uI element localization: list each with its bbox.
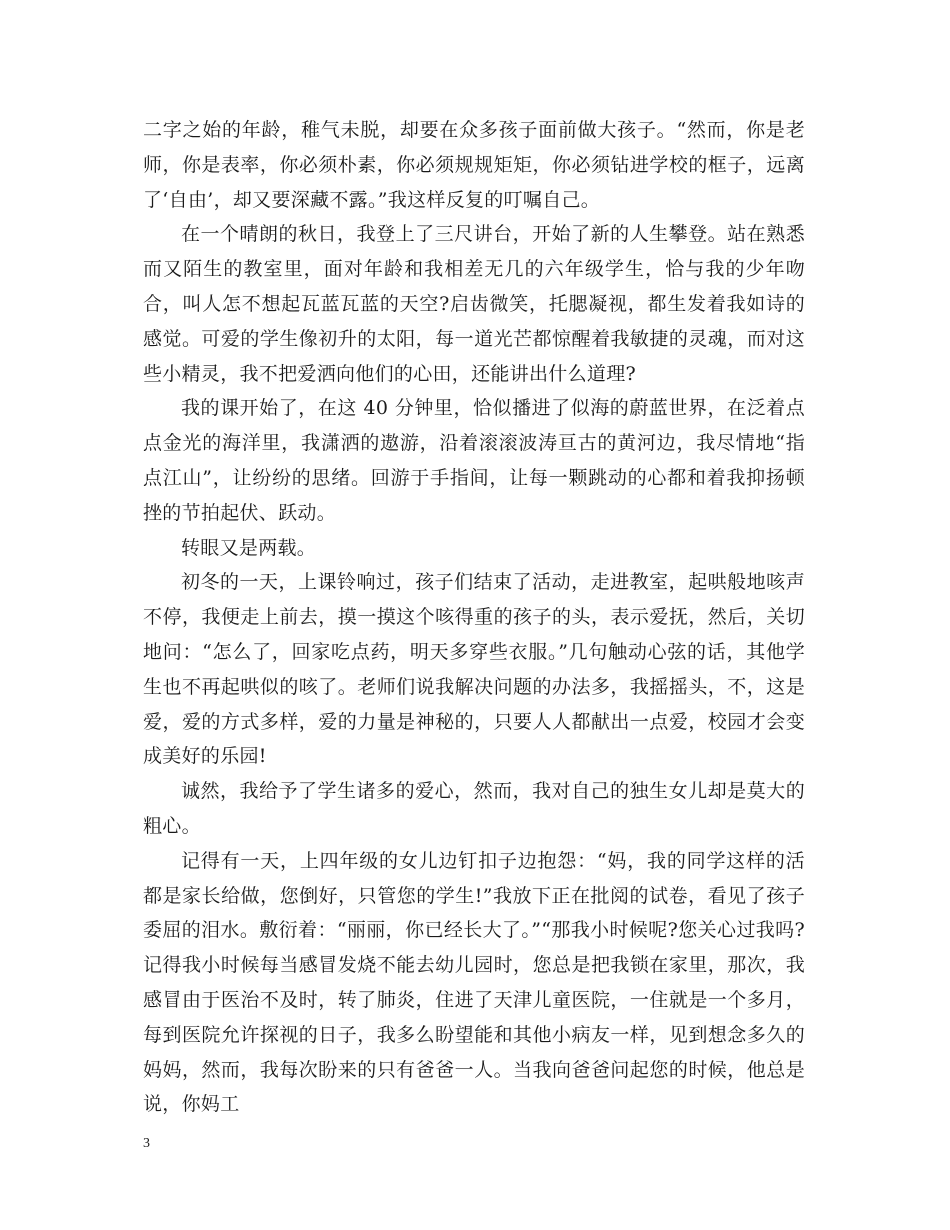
page-number: 3 (143, 1136, 150, 1151)
paragraph-daughter: 诚然，我给予了学生诸多的爱心，然而，我对自己的独生女儿却是莫大的粗心。 (143, 780, 805, 837)
paragraph-memory: 记得有一天，上四年级的女儿边钉扣子边抱怨：“妈，我的同学这样的活都是家长给做，您倒好，只管您的学生!”我放下正在批阅的试卷，看见了孩子委屈的泪水。敷衍着：“丽丽，你已经长大了。”“那我小时候呢?您关心过我吗?记得我小时候每当感冒发烧不能去幼儿园时，您总是把我锁在家里，那次，我感冒由于医治不及时，转了肺炎，住进了天津儿童医院，一住就是一个多月，每到医院允许探视的日子，我多么盼望能和其他小病友一样，见到想念多久的妈妈，然而，我每次盼来的只有爸爸一人。当我向爸爸问起您的时候，他总是说，你妈工 (143, 849, 805, 1116)
body-text (143, 113, 805, 1122)
paragraph-autumn-day: 在一个晴朗的秋日，我登上了三尺讲台，开始了新的人生攀登。站在熟悉而又陌生的教室里，面对年龄和我相差无几的六年级学生，恰与我的少年吻合，叫人怎不想起瓦蓝瓦蓝的天空?启齿微笑，托腮凝视，都生发着我如诗的感觉。可爱的学生像初升的太阳，每一道光芒都惊醒着我敏捷的灵魂，而对这些小精灵，我不把爱洒向他们的心田，还能讲出什么道理? (143, 223, 805, 385)
paragraph-lesson-start: 我的课开始了，在这 40 分钟里，恰似播进了似海的蔚蓝世界，在泛着点点金光的海洋里，我潇洒的遨游，沿着滚滚波涛亘古的黄河边，我尽情地“指点江山”，让纷纷的思绪。回游于手指间，让每一颗跳动的心都和着我抑扬顿挫的节拍起伏、跃动。 (143, 397, 805, 524)
paragraph-early-winter: 初冬的一天，上课铃响过，孩子们结束了活动，走进教室，起哄般地咳声不停，我便走上前去，摸一摸这个咳得重的孩子的头，表示爱抚，然后，关切地问：“怎么了，回家吃点药，明天多穿些衣服。”几句触动心弦的话，其他学生也不再起哄似的咳了。老师们说我解决问题的办法多，我摇摇头，不，这是爱，爱的方式多样，爱的力量是神秘的，只要人人都献出一点爱，校园才会变成美好的乐园! (143, 571, 805, 768)
paragraph-two-years: 转眼又是两载。 (181, 536, 317, 559)
paragraph-continued: 二字之始的年龄，稚气未脱，却要在众多孩子面前做大孩子。“然而，你是老师，你是表率，你必须朴素，你必须规规矩矩，你必须钻进学校的框子，远离了‘自由’，却又要深藏不露。”我这样反复的叮嘱自己。 (143, 119, 805, 211)
